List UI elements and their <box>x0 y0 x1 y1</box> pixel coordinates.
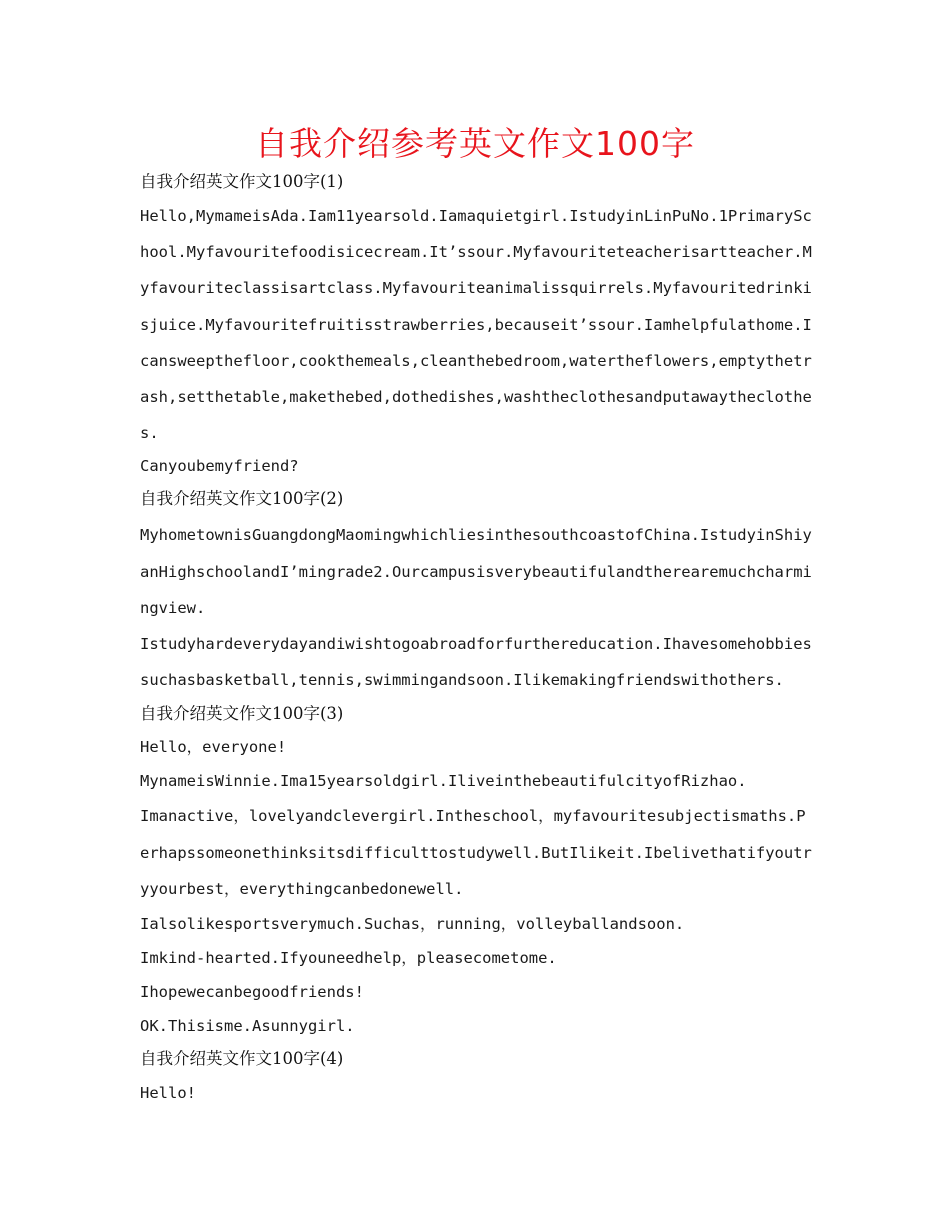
paragraph: Hello，everyone! <box>140 738 287 757</box>
paragraph: MyhometownisGuangdongMaomingwhichliesinthesouthcoastofChina.IstudyinShiyanHighschoolandI’mingrade2.Ourcampusisverybeautifulandtherearemuchcharmingview. <box>140 526 812 617</box>
section-heading: 自我介绍英文作文100字(1) <box>140 172 344 191</box>
essay-section-3 <box>140 698 812 1043</box>
paragraph: Ialsolikesportsverymuch.Suchas，running，volleyballandsoon. <box>140 915 685 934</box>
paragraph: Hello,MymameisAda.Iam11yearsold.Iamaquietgirl.IstudyinLinPuNo.1PrimarySchool.Myfavouritefoodisicecream.It’ssour.Myfavouriteteacherisartteacher.Myfavouriteclassisartclass.Myfavouriteanimalissquirrels.Myfavouritedrinkisjuice.Myfavouritefruitisstrawberries,becauseit’ssour.Iamhelpfulathome.Icansweepthefloor,cookthemeals,cleanthebedroom,watertheflowers,emptythetrash,setthetable,makethebed,dothedishes,washtheclothesandputawaytheclothes. <box>140 207 812 443</box>
document-title: 自我介绍参考英文作文100字 <box>255 124 695 163</box>
section-heading: 自我介绍英文作文100字(3) <box>140 704 344 724</box>
paragraph: Hello! <box>140 1084 196 1103</box>
paragraph: MynameisWinnie.Ima15yearsoldgirl.IliveinthebeautifulcityofRizhao. <box>140 772 747 791</box>
paragraph: Istudyhardeverydayandiwishtogoabroadforfurthereducation.Ihavesomehobbiessuchasbasketball,tennis,swimmingandsoon.Ilikemakingfriendswithothers. <box>140 635 812 690</box>
paragraph: Canyoubemyfriend? <box>140 457 299 476</box>
document-body <box>140 166 812 1111</box>
essay-section-4 <box>140 1043 812 1111</box>
paragraph: Imkind-hearted.Ifyouneedhelp，pleasecometome. <box>140 949 557 968</box>
paragraph: Imanactive，lovelyandclevergirl.Intheschool，myfavouritesubjectismaths.Perhapssomeonethinksitsdifficulttostudywell.ButIlikeit.Ibelivethatifyoutryyourbest，everythingcanbedonewell. <box>140 807 812 898</box>
paragraph: OK.Thisisme.Asunnygirl. <box>140 1017 355 1036</box>
essay-section-2 <box>140 481 812 698</box>
essay-section-1 <box>140 166 812 481</box>
section-heading: 自我介绍英文作文100字(2) <box>140 489 344 509</box>
paragraph: Ihopewecanbegoodfriends! <box>140 983 364 1002</box>
section-heading: 自我介绍英文作文100字(4) <box>140 1049 344 1069</box>
